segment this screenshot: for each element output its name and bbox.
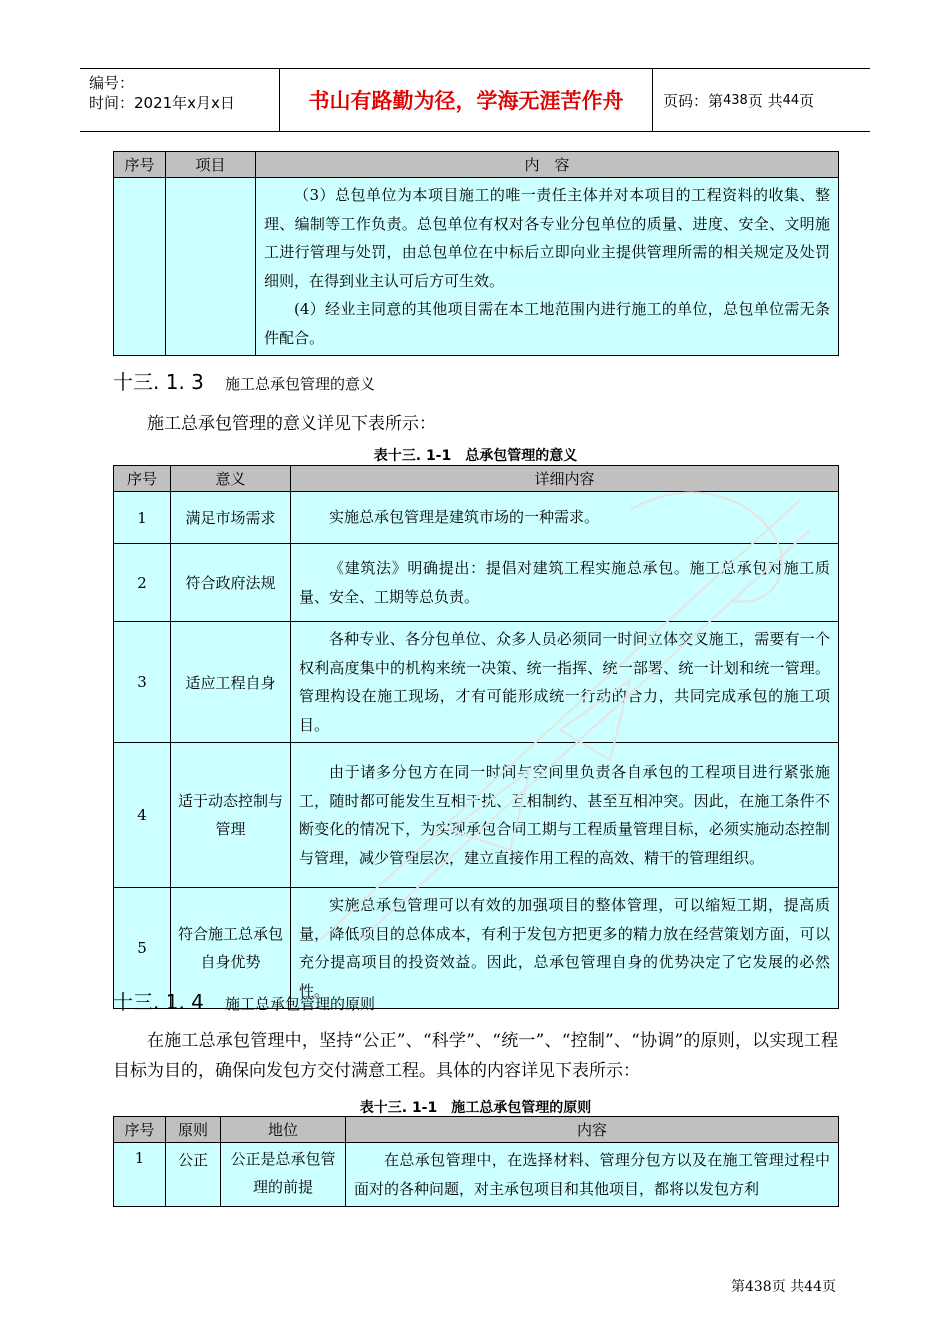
row-detail xyxy=(291,492,839,544)
table-row xyxy=(114,1143,839,1207)
row-detail xyxy=(291,544,839,622)
content-para-4: (4）经业主同意的其他项目需在本工地范围内进行施工的单位，总包单位需无条件配合。 xyxy=(264,300,830,347)
row-no: 2 xyxy=(114,544,171,622)
row-no: 4 xyxy=(114,743,171,888)
section-title: 施工总承包管理的原则 xyxy=(225,995,376,1013)
footer-mid: 页 共 xyxy=(771,1279,805,1295)
cell-no xyxy=(114,178,166,356)
table-caption-2: 表十三. 1-1 施工总承包管理的原则 xyxy=(359,1100,592,1116)
col-header-no: 序号 xyxy=(114,1117,166,1143)
col-header-meaning: 意义 xyxy=(171,466,291,492)
detail-text: 由于诸多分包方在同一时间与空间里负责各自承包的工程项目进行紧张施工，随时都可能发生互相干扰、互相制约、甚至互相冲突。因此，在施工条件不断变化的情况下，为实现承包合同工期与工程质量管理目标，必须实施动态控制与管理，减少管理层次，建立直接作用工程的高效、精干的管理组织。 xyxy=(299,763,830,867)
header-meta xyxy=(80,69,280,131)
number-label: 编号： xyxy=(89,74,135,92)
col-header-principle: 原则 xyxy=(166,1117,221,1143)
col-header-no: 序号 xyxy=(114,152,166,178)
footer-page-total: 44 xyxy=(804,1279,822,1295)
section-title: 施工总承包管理的意义 xyxy=(225,375,376,393)
row-no: 1 xyxy=(114,492,171,544)
content-text: 在总承包管理中，在选择材料、管理分包方以及在施工管理过程中面对的各种问题，对主承包项目和其他项目，都将以发包方利 xyxy=(354,1151,830,1198)
page-total: 44 xyxy=(782,92,800,108)
detail-text: 各种专业、各分包单位、众多人员必须同一时间立体交叉施工，需要有一个权利高度集中的机构来统一决策、统一指挥、统一部署、统一计划和统一管理。管理构设在施工现场，才有可能形成统一行动的合力，共同完成承包的施工项目。 xyxy=(299,630,830,734)
col-header-status: 地位 xyxy=(221,1117,346,1143)
cell-content xyxy=(256,178,839,356)
row-no: 1 xyxy=(114,1143,166,1207)
section-intro-1-4 xyxy=(113,1026,838,1086)
row-meaning: 适于动态控制与管理 xyxy=(171,743,291,888)
row-meaning: 符合政府法规 xyxy=(171,544,291,622)
table-row xyxy=(114,492,839,544)
footer-page-num: 438 xyxy=(744,1279,772,1295)
page-footer xyxy=(731,1276,836,1296)
header-motto: 书山有路勤为径，学海无涯苦作舟 xyxy=(280,69,653,131)
section-heading-1-4 xyxy=(113,986,375,1015)
col-header-content: 内 容 xyxy=(256,152,839,178)
table-row xyxy=(114,743,839,888)
section-number: 十三. 1. 4 xyxy=(113,990,204,1014)
page-prefix: 页码：第 xyxy=(663,91,724,110)
table-row xyxy=(114,544,839,622)
date-label: 时间：2021年x月x日 xyxy=(89,94,235,112)
col-header-content: 内容 xyxy=(346,1117,839,1143)
footer-suffix: 页 xyxy=(822,1279,836,1295)
row-status: 公正是总承包管理的前提 xyxy=(221,1143,346,1207)
table-caption-1: 表十三. 1-1 总承包管理的意义 xyxy=(373,448,578,464)
continued-table xyxy=(113,151,839,356)
section-heading-1-3 xyxy=(113,366,375,395)
cell-item xyxy=(166,178,256,356)
row-meaning: 适应工程自身 xyxy=(171,622,291,743)
table-row xyxy=(114,622,839,743)
row-no: 3 xyxy=(114,622,171,743)
page-num: 438 xyxy=(723,92,748,108)
header-page-number xyxy=(653,69,870,131)
detail-text: 实施总承包管理是建筑市场的一种需求。 xyxy=(329,508,600,527)
row-no: 5 xyxy=(114,888,171,1009)
row-detail xyxy=(291,743,839,888)
col-header-no: 序号 xyxy=(114,466,171,492)
intro-text: 在施工总承包管理中，坚持“公正”、“科学”、“统一”、“控制”、“协调”的原则，以实现工程目标为目的，确保向发包方交付满意工程。具体的内容详见下表所示： xyxy=(113,1031,838,1081)
row-meaning: 满足市场需求 xyxy=(171,492,291,544)
content-para-3: （3）总包单位为本项目施工的唯一责任主体并对本项目的工程资料的收集、整理、编制等工作负责。总包单位有权对各专业分包单位的质量、进度、安全、文明施工进行管理与处罚，由总包单位在中标后立即向业主提供管理所需的相关规定及处罚细则，在得到业主认可后方可生效。 xyxy=(264,186,830,290)
significance-table xyxy=(113,465,839,1009)
row-principle: 公正 xyxy=(166,1143,221,1207)
col-header-detail: 详细内容 xyxy=(291,466,839,492)
row-meaning: 符合施工总承包自身优势 xyxy=(171,888,291,1009)
intro-text: 施工总承包管理的意义详见下表所示： xyxy=(147,414,436,434)
page-suffix: 页 xyxy=(799,91,815,110)
detail-text: 《建筑法》明确提出：提倡对建筑工程实施总承包。施工总承包对施工质量、安全、工期等总负责。 xyxy=(299,559,830,606)
section-intro-1-3 xyxy=(113,409,838,439)
detail-text: 实施总承包管理可以有效的加强项目的整体管理，可以缩短工期，提高质量，降低项目的总体成本，有利于发包方把更多的精力放在经营策划方面，可以充分提高项目的投资效益。因此，总承包管理自身的优势决定了它发展的必然性。 xyxy=(299,896,830,1000)
footer-prefix: 第 xyxy=(730,1279,745,1295)
row-content xyxy=(346,1143,839,1207)
page-mid: 页 共 xyxy=(747,91,783,110)
principles-table xyxy=(113,1116,839,1207)
page-header xyxy=(80,68,870,132)
col-header-item: 项目 xyxy=(166,152,256,178)
row-detail xyxy=(291,622,839,743)
section-number: 十三. 1. 3 xyxy=(113,370,204,394)
